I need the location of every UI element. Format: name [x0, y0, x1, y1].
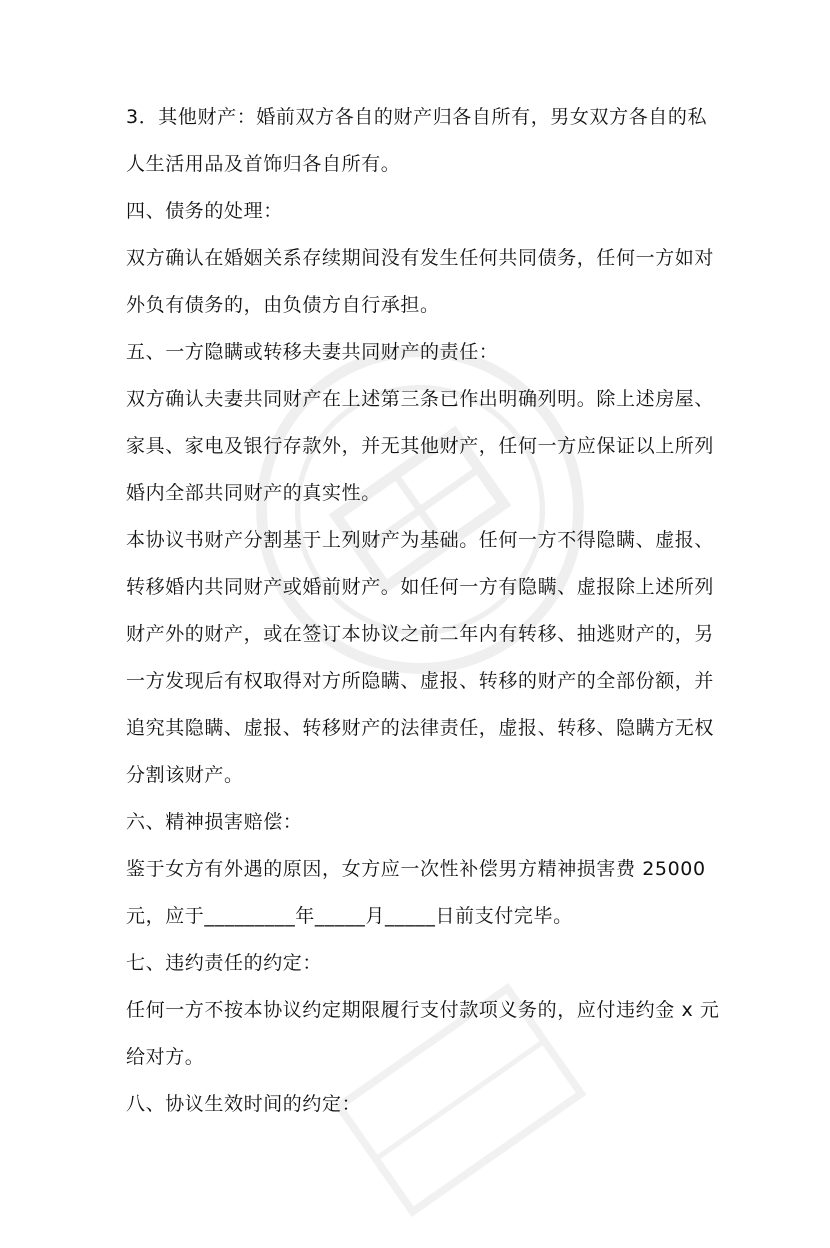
text-line: 任何一方不按本协议约定期限履行支付款项义务的，应付违约金 x 元: [126, 999, 720, 1021]
section-heading: 五、一方隐瞒或转移夫妻共同财产的责任：: [126, 341, 499, 363]
text-line: 财产外的财产，或在签订本协议之前二年内有转移、抽逃财产的，另: [126, 623, 715, 645]
section-heading: 七、违约责任的约定：: [126, 952, 323, 974]
text-line: 双方确认夫妻共同财产在上述第三条已作出明确列明。除上述房屋、: [126, 388, 715, 410]
text-line: 双方确认在婚姻关系存续期间没有发生任何共同债务，任何一方如对: [126, 247, 715, 269]
text-line: 一方发现后有权取得对方所隐瞒、虚报、转移的财产的全部份额，并: [126, 670, 715, 692]
text-line: 给对方。: [126, 1046, 205, 1068]
document-body: [126, 104, 720, 1118]
text-line: 分割该财产。: [126, 764, 244, 786]
text-line: 本协议书财产分割基于上列财产为基础。任何一方不得隐瞒、虚报、: [126, 529, 715, 551]
text-line: 人生活用品及首饰归各自所有。: [126, 153, 401, 175]
text-line: 婚内全部共同财产的真实性。: [126, 482, 381, 504]
text-line: 家具、家电及银行存款外，并无其他财产，任何一方应保证以上所列: [126, 435, 715, 457]
section-heading: 八、协议生效时间的约定：: [126, 1093, 362, 1115]
section-heading: 六、精神损害赔偿：: [126, 811, 303, 833]
text-line: 元，应于_________年_____月_____日前支付完毕。: [126, 905, 573, 927]
text-line: 外负有债务的，由负债方自行承担。: [126, 294, 440, 316]
text-line: 转移婚内共同财产或婚前财产。如任何一方有隐瞒、虚报除上述所列: [126, 576, 715, 598]
text-line: 鉴于女方有外遇的原因，女方应一次性补偿男方精神损害费 25000: [126, 858, 706, 880]
text-line: 3．其他财产：婚前双方各自的财产归各自所有，男女双方各自的私: [126, 106, 708, 128]
section-heading: 四、债务的处理：: [126, 200, 283, 222]
text-line: 追究其隐瞒、虚报、转移财产的法律责任，虚报、转移、隐瞒方无权: [126, 717, 715, 739]
